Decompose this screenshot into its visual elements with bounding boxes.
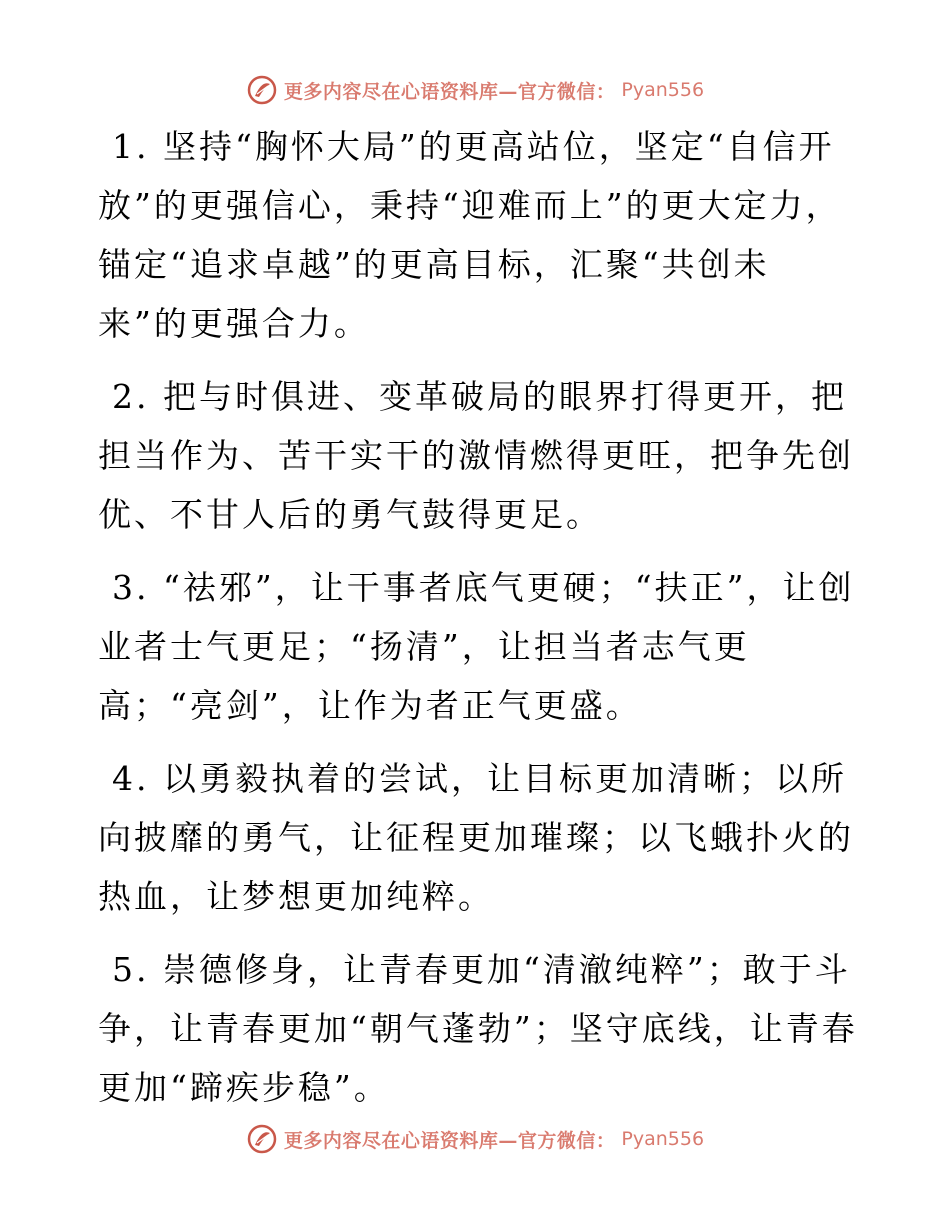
logo-icon bbox=[246, 1123, 278, 1155]
paragraph-3: 3. “祛邪”，让干事者底气更硬；“扶正”，让创业者士气更足；“扬清”，让担当者志气更高；“亮剑”，让作为者正气更盛。 bbox=[98, 568, 855, 725]
watermark-wechat-id: Pyan556 bbox=[621, 79, 705, 101]
watermark-wechat-id: Pyan556 bbox=[621, 1128, 705, 1150]
watermark-text: 更多内容尽在心语资料库—官方微信： bbox=[283, 80, 616, 103]
paragraph-4: 4. 以勇毅执着的尝试，让目标更加清晰；以所向披靡的勇气，让征程更加璀璨；以飞蛾扑火的热血，让梦想更加纯粹。 bbox=[98, 759, 854, 916]
paragraph-1: 1. 坚持“胸怀大局”的更高站位，坚定“自信开放”的更强信心，秉持“迎难而上”的更大定力，锚定“追求卓越”的更高目标，汇聚“共创未来”的更强合力。 bbox=[98, 127, 842, 343]
watermark-text: 更多内容尽在心语资料库—官方微信： bbox=[283, 1129, 616, 1152]
paragraph-2: 2. 把与时俱进、变革破局的眼界打得更开，把担当作为、苦干实干的激情燃得更旺，把争先创优、不甘人后的勇气鼓得更足。 bbox=[98, 377, 854, 534]
header-watermark bbox=[0, 72, 950, 108]
footer-watermark bbox=[0, 1121, 950, 1157]
paragraph-5: 5. 崇德修身，让青春更加“清澈纯粹”；敢于斗争，让青春更加“朝气蓬勃”；坚守底线，让青春更加“蹄疾步稳”。 bbox=[98, 950, 858, 1107]
logo-icon bbox=[246, 74, 278, 106]
document-body bbox=[98, 117, 858, 1117]
